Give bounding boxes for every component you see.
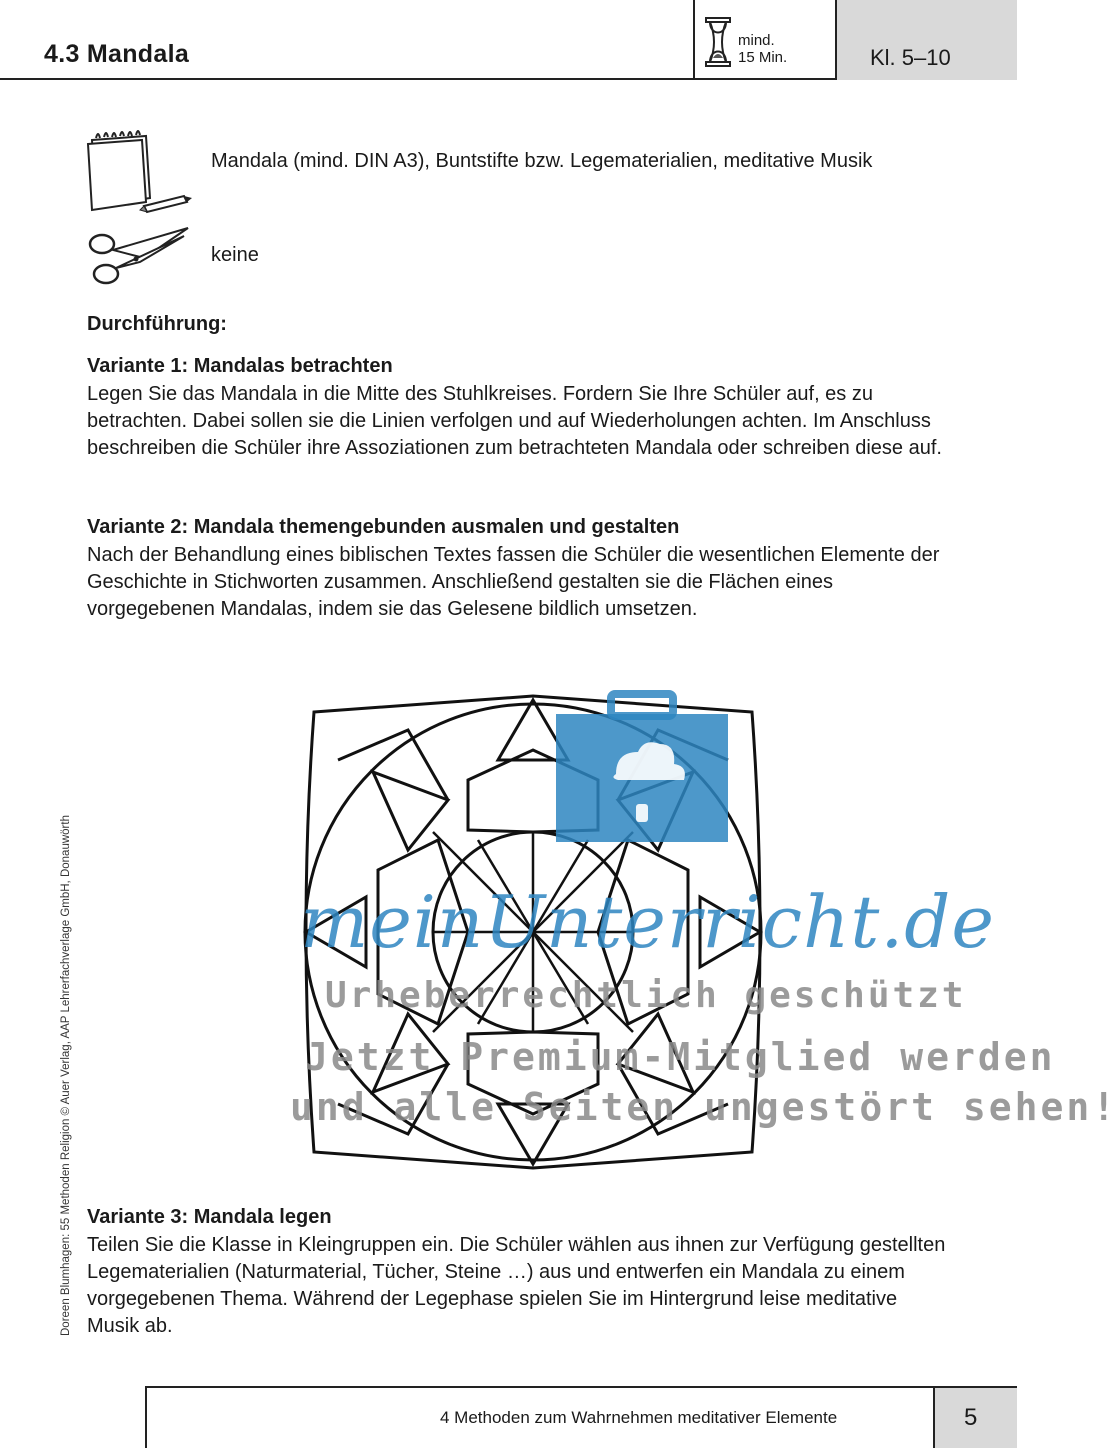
variant3-text: Teilen Sie die Klasse in Kleingruppen ein. Die Schüler wählen aus ihnen zur Verfügung gestellten Legematerialien (Naturmaterial, Tücher, Steine …) aus und entwerfen ein Mandala zu einem vorgegebenen Thema. Während der Legephase spielen Sie im Hintergrund leise meditative Musik ab. <box>87 1234 946 1337</box>
watermark-line: Jetzt Premium-Mitglied werden <box>305 1035 1056 1079</box>
notepad-pencil-icon <box>84 128 194 218</box>
variant2-text: Nach der Behandlung eines biblischen Textes fassen die Schüler die wesentlichen Elemente der Geschichte in Stichworten zusammen. Anschließend gestalten sie die Flächen eines vorgegebenen Mandalas, indem sie das Gelesene bildlich umsetzen. <box>87 544 940 620</box>
materials-text: Mandala (mind. DIN A3), Buntstifte bzw. Legematerialien, meditative Musik <box>211 150 873 172</box>
footer-rule <box>145 1386 147 1448</box>
page-title: 4.3 Mandala <box>44 40 190 68</box>
watermark-line: und alle Seiten ungestört sehen! <box>290 1085 1118 1129</box>
footer-chapter: 4 Methoden zum Wahrnehmen meditativer Elemente <box>440 1408 838 1427</box>
watermark-line: Urheberrechtlich geschützt <box>325 975 967 1016</box>
variant2-title: Variante 2: Mandala themengebunden ausmalen und gestalten <box>87 516 680 538</box>
header-divider <box>835 0 837 80</box>
preparation-text: keine <box>211 244 259 266</box>
page-number: 5 <box>964 1404 978 1431</box>
footer-divider <box>933 1386 935 1448</box>
class-level: Kl. 5–10 <box>870 45 951 70</box>
side-credit: Doreen Blumhagen: 55 Methoden Religion © Auer Verlag, AAP Lehrerfachverlage GmbH, Donauwörth <box>60 815 72 1336</box>
procedure-heading: Durchführung: <box>87 313 227 335</box>
duration-label: mind. 15 Min. <box>738 32 788 66</box>
variant1-text: Legen Sie das Mandala in die Mitte des Stuhlkreises. Fordern Sie Ihre Schüler auf, es zu betrachten. Dabei sollen sie die Linien verfolgen und auf Wiederholungen achten. Im Anschluss beschreiben die Schüler ihre Assoziationen zum betrachteten Mandala oder schreiben diese auf. <box>87 383 942 459</box>
footer-rule <box>145 1386 1017 1388</box>
header-divider <box>693 0 695 80</box>
variant1-title: Variante 1: Mandalas betrachten <box>87 355 393 377</box>
briefcase-cloud-icon <box>556 692 728 842</box>
watermark-brand: meinUnterricht.de <box>300 880 995 964</box>
header-rule <box>0 78 835 80</box>
scissors-icon <box>84 222 194 292</box>
variant3-title: Variante 3: Mandala legen <box>87 1206 332 1228</box>
hourglass-icon <box>704 16 732 68</box>
